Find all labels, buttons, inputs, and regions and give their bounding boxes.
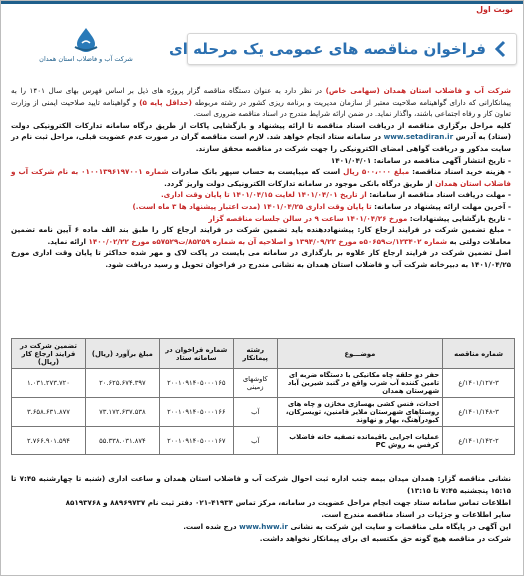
fee-end: از طریق درگاه بانکی موجود در سامانه تدارکات الکترونیکی دولت واریز گردد. <box>164 178 436 188</box>
doc-deadline: از تاریخ ۱۴۰۱/۰۴/۰۱ لغایت ۱۴۰۱/۰۴/۱۵ تا پایان وقت اداری. <box>160 190 367 200</box>
col-number-header: شماره مناقصه <box>443 339 515 369</box>
guarantee-reference: شماره ۱۲۳۴۰۲/ت۵۰۶۵۹ه مورخ ۱۳۹۴/۰۹/۲۲ و اصلاحیه آن به شماره ۸۵۲۵۹/ت۵۷۵۲۹ه مورخ ۱۴۰۰/۰۲/۲۲ <box>88 236 448 246</box>
cell-callno: ۲۰۰۱۰۹۱۴۰۵۰۰۰۱۶۷ <box>159 427 233 455</box>
cell-callno: ۲۰۰۱۰۹۱۴۰۵۰۰۰۱۶۵ <box>159 369 233 398</box>
opening-date: مورخ ۱۴۰۱/۰۴/۲۶ ساعت ۹ در سالن جلسات مناقصه گزار <box>208 213 408 223</box>
header <box>1 15 524 77</box>
doc-deadline-line <box>11 189 511 201</box>
fee-account: شماره ۰۱۰۰۱۳۹۶۱۹۷۰۰۱ به نام شرکت آب و فاضلاب استان همدان <box>11 167 511 188</box>
company-logo-name: شرکت آب و فاضلاب استان همدان <box>39 55 133 63</box>
footer-contact: اطلاعات تماس سامانه ستاد جهت انجام مراحل عضویت در سامانه، مرکز تماس ۴۱۹۳۴-۰۲۱ دفتر ثبت نام ۸۸۹۶۹۷۳۷ و ۸۵۱۹۳۷۶۸ <box>65 498 511 507</box>
opening-line <box>11 213 511 225</box>
opening-label: - تاریخ بازگشایی پیشنهادات: <box>407 213 511 223</box>
cell-guarantee: ۳.۶۵۸.۶۳۱.۸۷۷ <box>12 398 86 427</box>
fee-amount: مبلغ ۵۰۰،۰۰۰ ریال <box>343 167 410 177</box>
title-banner <box>168 33 517 65</box>
doc-deadline-label: - مهلت دریافت اسناد مناقصه از سامانه: <box>366 190 511 200</box>
tenders-table <box>11 338 515 455</box>
publish-date-line <box>11 155 511 167</box>
cell-guarantee: ۱.۰۳۱.۲۷۳.۷۲۰ <box>12 369 86 398</box>
cell-number: ۱۴۰۱/۱۴۸-۳/ع <box>443 398 515 427</box>
procedure-paragraph <box>11 120 511 155</box>
intro-end: و گواهینامه تایید صلاحیت ایمنی از وزارت تعاون کار و رفاه اجتماعی باشند، واگذار نماید. در ضمن ارائه شرایط مندرج در اسناد مناقصه ضروری است. <box>11 97 511 119</box>
table-row <box>12 398 515 427</box>
cell-estimate: ۷۳.۱۷۲.۶۳۷.۵۳۸ <box>85 398 159 427</box>
publish-date-label: - تاریخ انتشار آگهی مناقصه در سامانه: <box>371 155 511 165</box>
cell-field: کاوشهای زمینی <box>233 369 277 398</box>
footer-notice <box>11 521 511 533</box>
notice-body <box>11 85 511 271</box>
cell-callno: ۲۰۰۱۰۹۱۴۰۵۰۰۰۱۶۶ <box>159 398 233 427</box>
intro-paragraph <box>11 85 511 120</box>
guarantee-text: - مبلغ تضمین شرکت در فرایند ارجاع کار: پیشنهاددهنده باید تضمین شرکت در فرایند ارجاع کار را طبق بند الف ماده ۶ آیین نامه تضمین معاملات دولتی به <box>11 225 511 246</box>
col-callno-header: شماره فراخوان در سامانه ستاد <box>159 339 233 369</box>
procedure-end: در سامانه ستاد انجام خواهد شد. لازم است مناقصه گران در صورت عدم عضویت قبلی، مراحل ثبت نام در سایت مذکور و دریافت گواهی امضای الکترونیکی را جهت شرکت در مناقصه محقق سازند. <box>11 132 511 153</box>
col-guarantee-header: تضمین شرکت در فرایند ارجاع کار (ریال) <box>12 339 86 369</box>
cell-estimate: ۵۵.۳۳۸.۰۳۱.۸۷۴ <box>85 427 159 455</box>
bid-deadline-line <box>11 201 511 213</box>
cell-guarantee: ۲.۷۶۶.۹۰۱.۵۹۴ <box>12 427 86 455</box>
company-site-link[interactable]: www.hww.ir <box>239 522 288 531</box>
guarantee-line <box>11 224 511 247</box>
cell-field: آب <box>233 398 277 427</box>
footer-cancel: شرکت در مناقصه هیچ گونه حق مکتسبه ای برای پیمانکار نخواهد داشت. <box>259 534 511 543</box>
chevron-left-icon <box>492 40 510 58</box>
cell-subject: حفر دو حلقه چاه مکانیکی با دستگاه ضربه ای تامین کننده آب شرب واقع در گنبد شیرین آباد شهرستان همدان <box>277 369 442 398</box>
table-header-row <box>12 339 515 369</box>
intro-text: در نظر دارد به عنوان دستگاه مناقصه گزار پروژه های ذیل بر اساس فهرس بهای سال ۱۴۰۱ را به پیمانکارانی که دارای گواهینامه صلاحیت معتبر از سازمان مدیریت و برنامه ریزی کشور در رشته مربوطه <box>11 86 511 107</box>
cell-field: آب <box>233 427 277 455</box>
bid-deadline: تا پایان وقت اداری ۱۴۰۱/۰۴/۲۵ (مدت اعتبار پیشنهاد ها ۳ ماه است.) <box>132 201 372 211</box>
table-row <box>12 427 515 455</box>
table-row <box>12 369 515 398</box>
water-drop-logo-icon <box>71 27 101 53</box>
top-decoration <box>1 1 524 15</box>
cell-estimate: ۲۰.۶۲۵.۶۷۴.۳۹۷ <box>85 369 159 398</box>
edition-label: نوبت اول <box>476 5 513 14</box>
bid-deadline-label: - آخرین مهلت ارائه پیشنهاد در سامانه: <box>371 201 511 211</box>
originals-text: اصل تضمین شرکت در فرایند ارجاع کار علاوه بر بارگذاری در سامانه می بایست در پاکت لاک و مهر شده حداکثر تا پایان وقت اداری مورخ ۱۴۰۱/۰۴/۲۵ به دبیرخانه شرکت آب و فاضلاب استان همدان به نشانی مندرج در فراخوان تحویل و رسید دریافت شود. <box>11 248 511 269</box>
cell-subject: عملیات اجرایی باقیمانده تصفیه خانه فاضلاب کرفس به روش PC <box>277 427 442 455</box>
footer-notice-text: این آگهی در پایگاه ملی مناقصات و سایت این شرکت به نشانی <box>287 522 511 531</box>
notice-footer <box>11 473 511 545</box>
fee-text: است که میبایست به حساب سپهر بانک صادرات <box>168 167 344 177</box>
fee-label: - هزینه خرید اسناد مناقصه: <box>409 167 511 177</box>
notice-title: فراخوان مناقصه های عمومی یک مرحله ای <box>168 40 486 58</box>
cell-number: ۱۴۰۱/۱۲۷-۳/ع <box>443 369 515 398</box>
fee-line <box>11 166 511 189</box>
col-estimate-header: مبلغ برآورد (ریال) <box>85 339 159 369</box>
footer-address: نشانی مناقصه گزار: همدان میدان بیمه جنب اداره ثبت احوال شرکت آب و فاضلاب استان همدان و ساعت اداری (شنبه تا چهارشنبه ۷:۴۵ تا ۱۵:۱۵ پنجشنبه ۷:۴۵ تا ۱۳:۱۵) <box>11 474 511 495</box>
company-logo <box>11 27 161 75</box>
cell-number: ۱۴۰۱/۱۴۲-۲/ع <box>443 427 515 455</box>
col-field-header: رشته پیمانکار <box>233 339 277 369</box>
originals-line <box>11 247 511 270</box>
guarantee-end: ارائه نماید. <box>47 236 89 246</box>
setad-link[interactable]: www.setadiran.ir <box>383 132 454 142</box>
footer-more: سایر اطلاعات و جزئیات در اسناد مناقصه مندرج است. <box>321 510 511 519</box>
cell-subject: احداث، فنس کشی بهسازی مخازن و چاه های روستاهای شهرستان ملایر فامنین، تویسرکان، کبودرآهنگ، بهار و نهاوند <box>277 398 442 427</box>
publish-date: ۱۴۰۱/۰۴/۰۱ <box>330 155 372 165</box>
col-subject-header: موضـــوع <box>277 339 442 369</box>
procedure-text: کلیه مراحل برگزاری مناقصه از دریافت اسناد مناقصه تا ارائه پیشنهاد و بازگشایی پاکات از طریق درگاه سامانه تدارکات الکترونیکی دولت (ستاد) به آدرس <box>11 120 511 142</box>
company-name-highlight: شرکت آب و فاضلاب استان همدان (سهامی خاص) <box>325 86 511 95</box>
footer-notice-end: درج شده است. <box>183 522 240 531</box>
grade-requirement: (حداقل پایه ۵) <box>139 97 192 107</box>
